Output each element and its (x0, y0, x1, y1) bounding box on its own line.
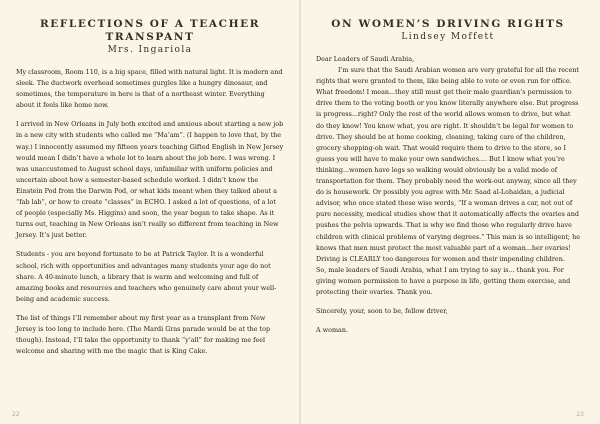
letter-signature: A woman. (316, 326, 348, 335)
article-title: REFLECTIONS OF A TEACHER TRANSPANT (39, 18, 261, 43)
page-number: 23 (576, 411, 584, 418)
paragraph: My classroom, Room 110, is a big space, filled with natural light. It is modern and sleek. The ductwork overhead sometimes gurgles like a hungry dinosaur, and sometimes, the temperature in here is that of a northeast winter. Everything about it feels like home now. (16, 68, 283, 110)
article-title: ON WOMEN’S DRIVING RIGHTS (331, 18, 565, 30)
letter-body (316, 54, 580, 336)
page-number: 22 (12, 411, 20, 418)
paragraph: The list of things I’ll remember about my first year as a transplant from New Jersey is too long to include here. (The Mardi Gras parade would be at the top though). Instead, I’ll take the opportunity to thank “y’all” for making me feel welcome and sharing with me the magic that is King Cake. (16, 313, 271, 356)
letter-salutation: Dear Leaders of Saudi Arabia, (316, 55, 415, 63)
paragraph: So, male leaders of Saudi Arabia, what I am trying to say is... thank you. For giving women permission to have a purpose in life, getting them exercise, and protecting their ovaries. Thank you. (316, 265, 571, 296)
paragraph: Students - you are beyond fortunate to be at Patrick Taylor. It is a wonderful school, rich with opportunities and advantages many students your age do not share. A 40-minute lunch, a library that is warm and welcoming and full of amazing books and resources and teachers who genuinely care about your well-being and academic success. (16, 250, 277, 303)
paragraph: I arrived in New Orleans in July both excited and anxious about starting a new job in a new city with students who called me “Ma’am”. (I happen to love that, by the way.) I innocently assumed my fifteen years teaching Gifted English in New Jersey would mean I didn’t have a whole lot to learn about the job here. I was wrong. I was unaccustomed to August school days, unfamiliar with uniform policies and uncertain about how a semester-based schedule worked. I didn’t know the Einstein Pod from the Darwin Pod, or what kids meant when they talked about a “fab lab”, or how to create “classes” in ECHO. I asked a lot of questions, of a lot of people (especially Ms. Higgins) and soon, the year began to take shape. As it turns out, teaching in New Orleans isn’t really so different from teaching in New Jersey. It’s just better. (16, 120, 284, 240)
paragraph: I’m sure that the Saudi Arabian women are very grateful for all the recent rights that were granted to them, like being able to vote or even run for office. What freedom! I mean...they still must get their male guardian’s permission to drive them to the voting booth or you know literally anywhere else. But progress is progress...right? Only the rest of the world allows women to drive, but what do they know! You know what, you are right. It shouldn’t be legal for women to drive. They should be at home cooking, cleaning, taking care of the children, grocery shopping-oh wait. That would require them to drive to the store, so I guess you will have to make your own sandwiches.... But I know what you’re thinking...women have legs so walking would obviously be a valid mode of transportation for them. They probably need the work-out anyway, since all they do is housework. Or possibly you agree with Mr. Saad al-Lohaidan, a judicial advisor, who once stated these wise words, “If a woman drives a car, not out of pure necessity, medical studies show that it automatically affects the ovaries and pushes the pelvis upwards. That is why we find those who regularly drive have children with clinical problems of varying degrees.” This man is so intelligent; he knows that men must protect the most valuable part of a woman...her ovaries! Driving is CLEARLY too dangerous for women and their impending children. (316, 66, 581, 263)
article-author: Mrs. Ingariola (107, 45, 193, 55)
article-author: Lindsey Moffett (401, 32, 495, 42)
letter-signoff: Sincerely, your, soon to be, fellow driver, (316, 307, 448, 316)
article-body (16, 67, 284, 357)
right-page (300, 0, 600, 424)
